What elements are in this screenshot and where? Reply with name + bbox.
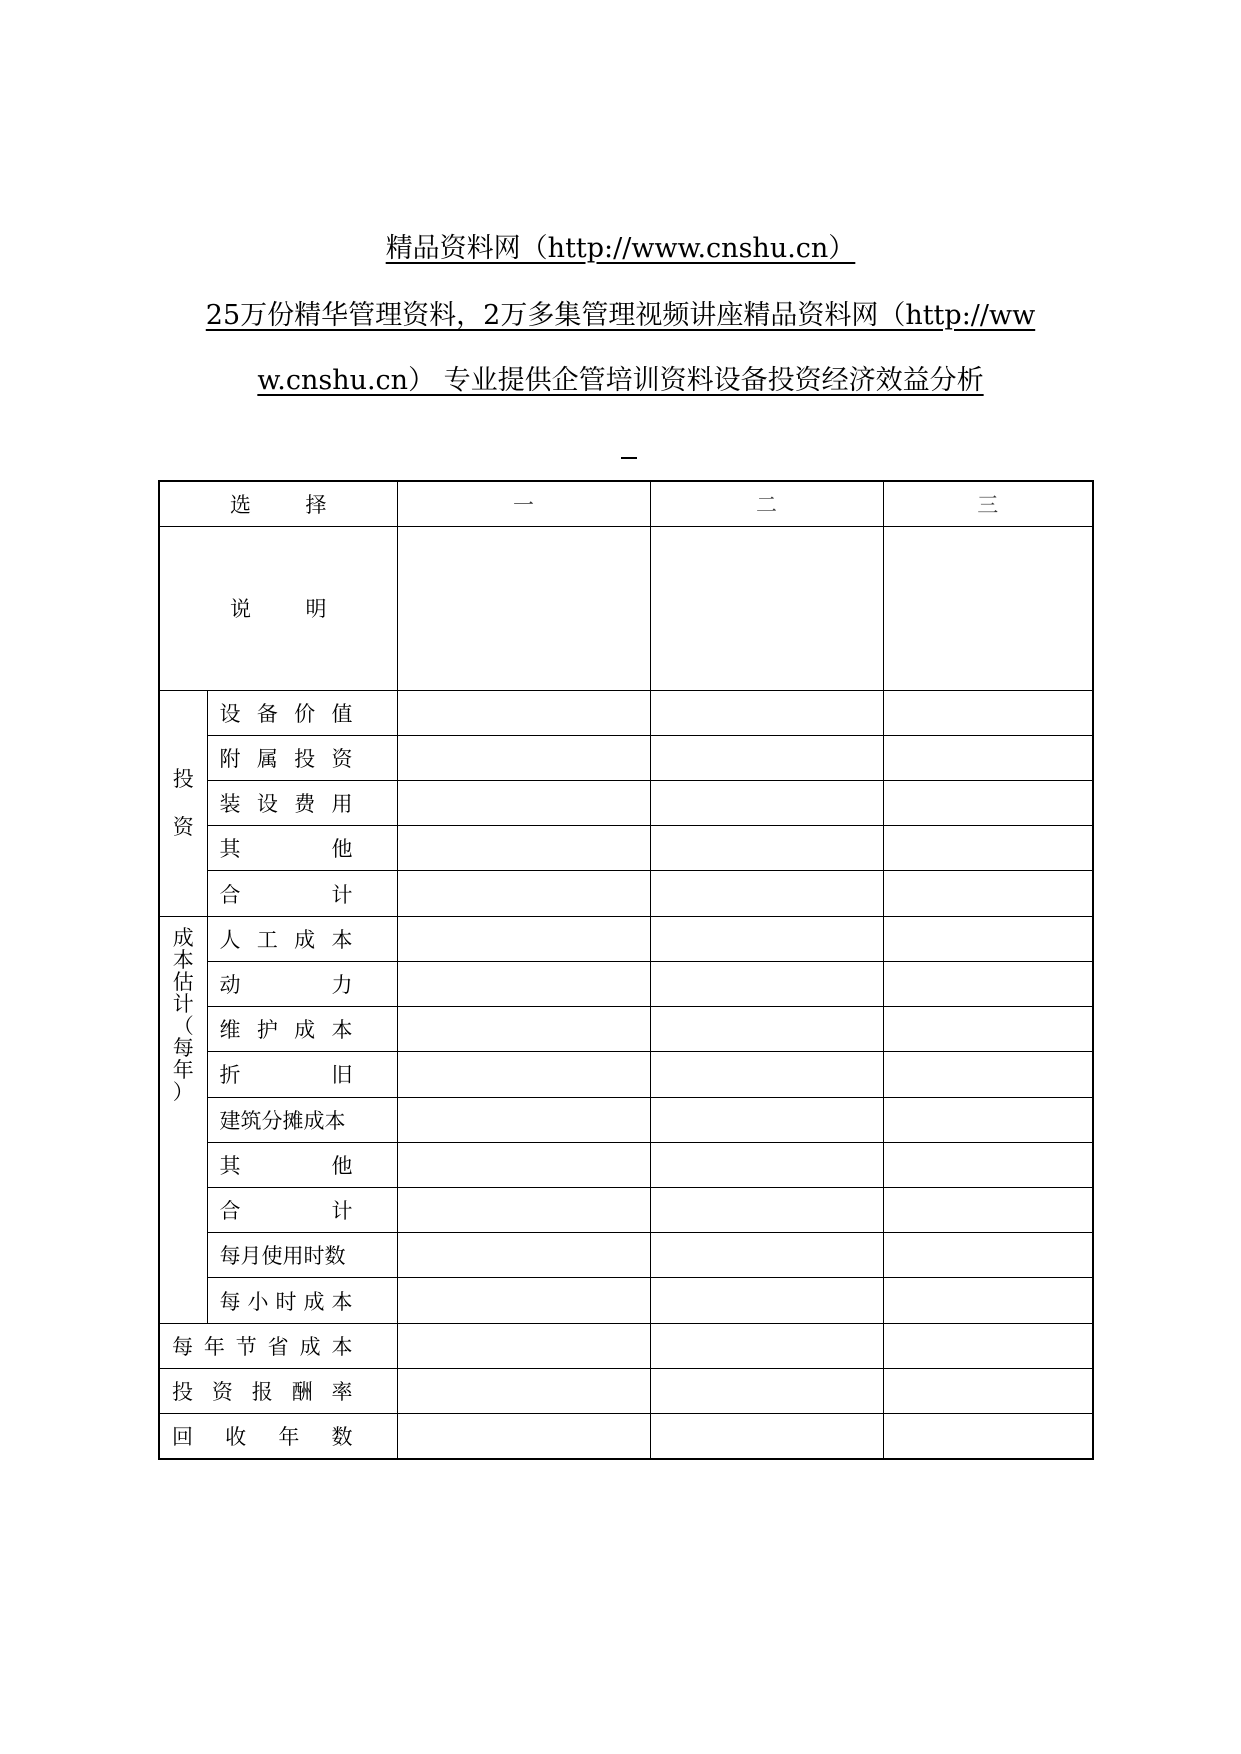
cost-item-label (207, 1278, 397, 1323)
label-char: 年 (278, 1425, 300, 1450)
investment-item-label-text (208, 833, 397, 863)
label-char: 附 (219, 746, 241, 771)
value-cell-option-3[interactable] (883, 1368, 1093, 1413)
investment-item-label (207, 780, 397, 825)
value-cell-option-3[interactable] (883, 1414, 1093, 1459)
label-char: 值 (331, 701, 353, 726)
value-cell-option-2[interactable] (650, 1233, 883, 1278)
summary-item-label (159, 1323, 397, 1368)
investment-item-label (207, 690, 397, 735)
label-char: 成 (294, 927, 316, 952)
investment-item-label-text (208, 788, 397, 818)
label-char: 成 (303, 1289, 325, 1314)
cost-item-label (207, 961, 397, 1006)
value-cell-option-3[interactable] (883, 735, 1093, 780)
value-cell-option-1[interactable] (397, 780, 650, 825)
label-char: 折 (219, 1063, 241, 1088)
label-char: 备 (256, 701, 278, 726)
value-cell-option-1[interactable] (397, 1414, 650, 1459)
value-cell-option-2[interactable] (650, 1323, 883, 1368)
value-cell-option-1[interactable] (397, 1007, 650, 1052)
value-cell-option-1[interactable] (397, 735, 650, 780)
header-line-3: w.cnshu.cn） 专业提供企管培训资料设备投资经济效益分析 (257, 365, 984, 396)
summary-row (159, 1368, 1093, 1413)
value-cell-option-2[interactable] (650, 916, 883, 961)
summary-item-label (159, 1368, 397, 1413)
value-cell-option-1[interactable] (397, 1368, 650, 1413)
label-char: 本 (172, 947, 194, 972)
cost-item-label (207, 1187, 397, 1232)
cost-item-label (207, 1007, 397, 1052)
value-cell-option-1[interactable] (397, 916, 650, 961)
label-char: 收 (225, 1425, 247, 1450)
value-cell-option-1[interactable] (397, 690, 650, 735)
choice-header-label (159, 481, 397, 526)
label-char: 每 (172, 1334, 193, 1359)
label-char: 动 (219, 972, 241, 997)
header-line-1: 精品资料网（http://www.cnshu.cn） (385, 233, 856, 264)
investment-row (159, 735, 1093, 780)
value-cell-option-2[interactable] (650, 1097, 883, 1142)
investment-row (159, 826, 1093, 871)
cost-estimate-group-label (159, 916, 207, 1323)
cost-row (159, 916, 1093, 961)
value-cell-option-1[interactable] (397, 1142, 650, 1187)
value-cell-option-1[interactable] (397, 1233, 650, 1278)
cost-item-label-text (208, 1059, 397, 1089)
label-char: 成 (172, 925, 194, 950)
header-row (159, 481, 1093, 526)
label-char: 合 (219, 882, 241, 907)
investment-item-label (207, 871, 397, 916)
label-char: 他 (331, 837, 353, 862)
value-cell-option-2[interactable] (650, 1368, 883, 1413)
value-cell-option-2[interactable] (650, 826, 883, 871)
value-cell-option-2[interactable] (650, 1414, 883, 1459)
value-cell-option-2[interactable] (650, 690, 883, 735)
label-char: 投 (172, 1379, 193, 1404)
investment-row (159, 690, 1093, 735)
label-char: 酬 (291, 1379, 313, 1404)
label-char: 省 (267, 1334, 289, 1359)
cost-item-label-text (208, 1240, 397, 1270)
cost-row (159, 1278, 1093, 1323)
cost-row (159, 1052, 1093, 1097)
value-cell-option-1[interactable] (397, 526, 650, 690)
summary-item-label-text (160, 1331, 397, 1361)
label-char: 人 (219, 927, 241, 952)
label-char: 投 (172, 767, 194, 792)
label-char: 资 (211, 1379, 233, 1404)
investment-row (159, 780, 1093, 825)
label-char: 工 (256, 927, 278, 952)
label-char: 费 (294, 792, 316, 817)
cost-item-label (207, 1142, 397, 1187)
cost-item-label (207, 1233, 397, 1278)
label-char: ） (172, 1079, 194, 1104)
value-cell-option-2[interactable] (650, 780, 883, 825)
label-char: 力 (331, 972, 353, 997)
label-char: 资 (172, 815, 194, 840)
investment-item-label-text (208, 698, 397, 728)
value-cell-option-1[interactable] (397, 826, 650, 871)
summary-item-label-text (160, 1376, 397, 1406)
label-char: 数 (331, 1425, 353, 1450)
value-cell-option-3[interactable] (883, 780, 1093, 825)
label-char: 旧 (331, 1063, 353, 1088)
summary-item-label (159, 1414, 397, 1459)
label-char: （ (172, 1013, 194, 1038)
value-cell-option-1[interactable] (397, 871, 650, 916)
value-cell-option-3[interactable] (883, 1052, 1093, 1097)
value-cell-option-3[interactable] (883, 916, 1093, 961)
value-cell-option-2[interactable] (650, 961, 883, 1006)
investment-item-label (207, 826, 397, 871)
label-char: 资 (331, 746, 353, 771)
label-char: 回 (172, 1425, 193, 1450)
value-cell-option-1[interactable] (397, 961, 650, 1006)
description-label-text (160, 593, 397, 623)
cost-item-label-text (208, 1195, 397, 1225)
label-char: 小 (247, 1289, 269, 1314)
label-char: 设 (219, 701, 241, 726)
label-char: 其 (219, 1153, 241, 1178)
cost-item-label-text (208, 969, 397, 999)
label-char: 用 (331, 792, 353, 817)
cost-row (159, 1097, 1093, 1142)
label-char: 其 (219, 837, 241, 862)
label-char: 他 (331, 1153, 353, 1178)
cost-item-label-text (208, 1150, 397, 1180)
label-char: 设 (256, 792, 278, 817)
value-cell-option-2[interactable] (650, 1142, 883, 1187)
value-cell-option-3[interactable] (883, 1323, 1093, 1368)
cost-row (159, 1007, 1093, 1052)
label-char: 属 (256, 746, 278, 771)
option-header-1: 一 (397, 481, 650, 526)
value-cell-option-1[interactable] (397, 1278, 650, 1323)
cost-item-label (207, 1052, 397, 1097)
label-char: 时 (275, 1289, 297, 1314)
value-cell-option-2[interactable] (650, 871, 883, 916)
label-char: 选 (230, 492, 251, 517)
value-cell-option-3[interactable] (883, 1007, 1093, 1052)
summary-item-label-text (160, 1421, 397, 1451)
label-char: 合 (219, 1199, 241, 1224)
label-char: 报 (251, 1379, 273, 1404)
value-cell-option-3[interactable] (883, 690, 1093, 735)
investment-group-label (159, 690, 207, 916)
value-cell-option-2[interactable] (650, 1278, 883, 1323)
value-cell-option-3[interactable] (883, 1278, 1093, 1323)
label-char: 价 (294, 701, 316, 726)
option-header-3: 三 (883, 481, 1093, 526)
investment-item-label-text (208, 879, 397, 909)
cost-item-label (207, 1097, 397, 1142)
value-cell-option-3[interactable] (883, 1233, 1093, 1278)
choice-header-label-text (160, 489, 397, 519)
cost-row (159, 1233, 1093, 1278)
investment-row (159, 871, 1093, 916)
value-cell-option-2[interactable] (650, 1007, 883, 1052)
cost-row (159, 1142, 1093, 1187)
cost-item-label-text (208, 1286, 397, 1316)
value-cell-option-1[interactable] (397, 1323, 650, 1368)
description-row (159, 526, 1093, 690)
investment-item-label (207, 735, 397, 780)
option-header-2: 二 (650, 481, 883, 526)
label-char: 成 (299, 1334, 321, 1359)
label-char: 年 (203, 1334, 225, 1359)
label-char: 本 (331, 1289, 353, 1314)
value-cell-option-3[interactable] (883, 826, 1093, 871)
label-char: 每 (172, 1035, 194, 1060)
label-char: 年 (172, 1057, 194, 1082)
label-char: 护 (256, 1018, 278, 1043)
cost-item-label-text (208, 924, 397, 954)
value-cell-option-3[interactable] (883, 1142, 1093, 1187)
cost-item-label-text (208, 1014, 397, 1044)
summary-row (159, 1414, 1093, 1459)
label-char: 计 (331, 882, 353, 907)
value-cell-option-2[interactable] (650, 1187, 883, 1232)
value-cell-option-3[interactable] (883, 961, 1093, 1006)
label-char: 明 (305, 597, 327, 622)
label-char: 计 (331, 1199, 353, 1224)
value-cell-option-1[interactable] (397, 1052, 650, 1097)
label-char: 每月使用时数 (219, 1244, 346, 1269)
label-char: 择 (305, 492, 327, 517)
cost-row (159, 961, 1093, 1006)
table-body (159, 481, 1093, 1459)
investment-item-label-text (208, 743, 397, 773)
label-char: 每 (219, 1289, 241, 1314)
value-cell-option-2[interactable] (650, 526, 883, 690)
value-cell-option-3[interactable] (883, 526, 1093, 690)
label-char: 节 (235, 1334, 257, 1359)
label-char: 说 (230, 597, 251, 622)
investment-analysis-table (158, 480, 1094, 1460)
cost-item-label-text (208, 1105, 397, 1135)
value-cell-option-3[interactable] (883, 1187, 1093, 1232)
value-cell-option-3[interactable] (883, 871, 1093, 916)
cost-item-label (207, 916, 397, 961)
label-char: 建筑分摊成本 (219, 1108, 346, 1133)
value-cell-option-1[interactable] (397, 1187, 650, 1232)
description-label (159, 526, 397, 690)
value-cell-option-2[interactable] (650, 735, 883, 780)
value-cell-option-2[interactable] (650, 1052, 883, 1097)
label-char: 装 (219, 792, 241, 817)
label-char: 计 (172, 991, 194, 1016)
summary-row (159, 1323, 1093, 1368)
value-cell-option-3[interactable] (883, 1097, 1093, 1142)
page-dash-mark (621, 457, 637, 459)
label-char: 维 (219, 1018, 241, 1043)
label-char: 率 (331, 1379, 353, 1404)
value-cell-option-1[interactable] (397, 1097, 650, 1142)
label-char: 成 (294, 1018, 316, 1043)
label-char: 投 (294, 746, 316, 771)
header-line-2: 25万份精华管理资料，2万多集管理视频讲座精品资料网（http://ww (205, 300, 1036, 331)
label-char: 本 (331, 927, 353, 952)
label-char: 估 (172, 969, 194, 994)
cost-row (159, 1187, 1093, 1232)
label-char: 本 (331, 1334, 353, 1359)
label-char: 本 (331, 1018, 353, 1043)
